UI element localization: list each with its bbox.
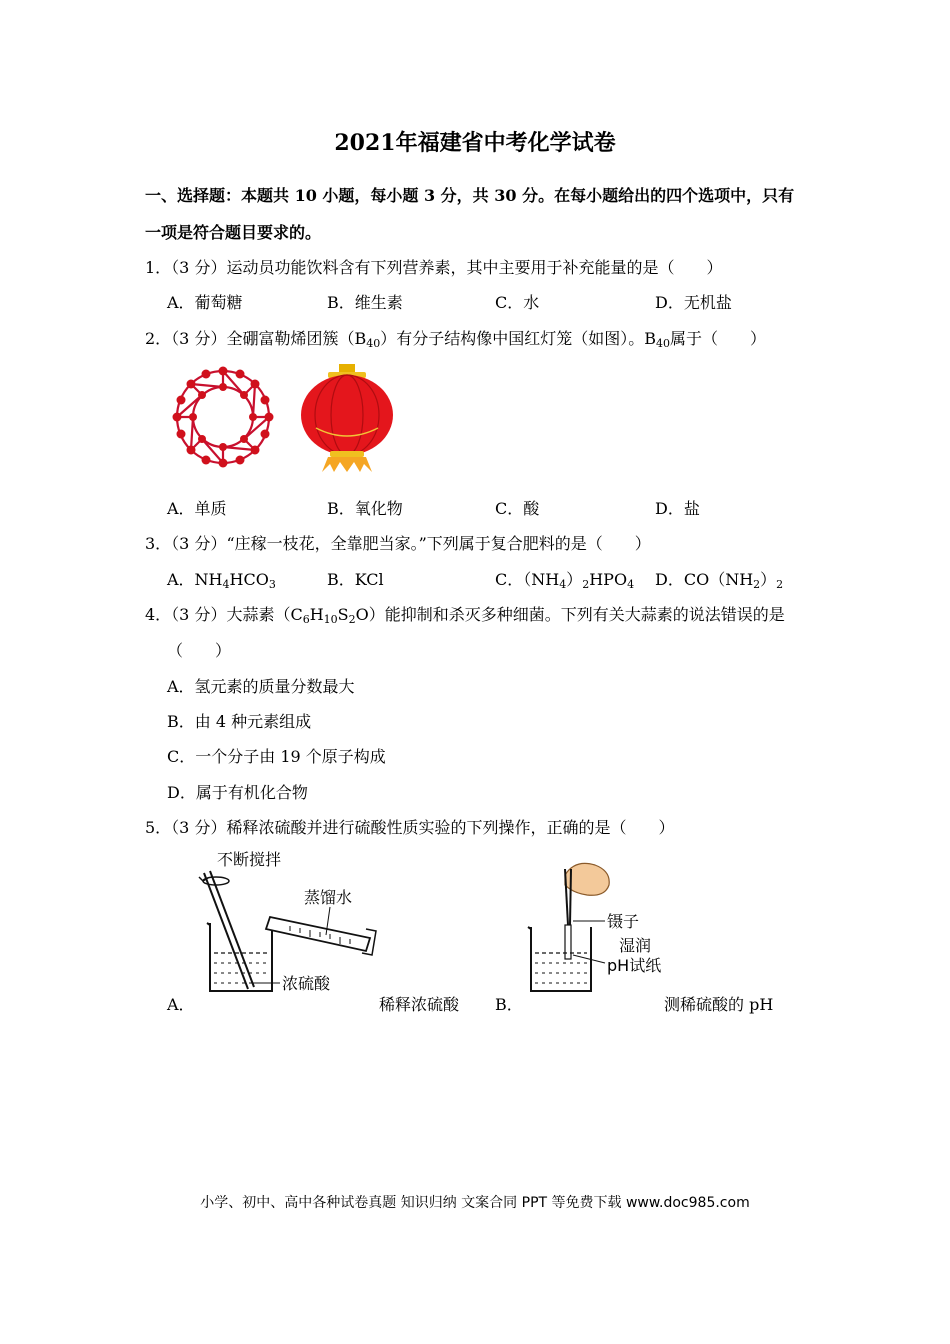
question-3-stem: 3．（3 分）“庄稼一枝花，全靠肥当家。”下列属于复合肥料的是（ ）: [145, 534, 651, 553]
section-heading-line1: 一、选择题：本题共 10 小题，每小题 3 分，共 30 分。在每小题给出的四个选项中，只有: [145, 186, 795, 205]
svg-text:湿润: 湿润: [619, 936, 652, 955]
section-heading-line2: 一项是符合题目要求的。: [145, 223, 322, 242]
boron-fullerene-image: [168, 362, 278, 472]
question-5-stem: 5．（3 分）稀释浓硫酸并进行硫酸性质实验的下列操作，正确的是（ ）: [145, 818, 675, 837]
question-4-option-b: B．由 4 种元素组成: [167, 712, 312, 731]
question-4-option-a: A．氢元素的质量分数最大: [167, 677, 355, 696]
svg-text:蒸馏水: 蒸馏水: [304, 888, 353, 907]
question-1-option-c: C．水: [495, 293, 540, 312]
question-2-option-c: C．酸: [495, 499, 540, 518]
question-2-option-b: B．氧化物: [327, 499, 403, 518]
question-1-option-d: D．无机盐: [655, 293, 732, 312]
question-3-option-b: B．KCl: [327, 570, 384, 589]
question-1-option-a: A．葡萄糖: [167, 293, 243, 312]
question-3-option-d: D．$CO(NH_2)_2$: [655, 570, 784, 591]
question-4-option-c: C．一个分子由 19 个原子构成: [167, 747, 386, 766]
question-4-option-d: D．属于有机化合物: [167, 783, 308, 802]
svg-text:不断搅拌: 不断搅拌: [217, 850, 282, 869]
question-3-option-c: C．$(NH_4)_2HPO_4$: [495, 570, 635, 591]
question-3-option-a: A．$NH_4HCO_3$: [167, 570, 276, 591]
svg-text:浓硫酸: 浓硫酸: [282, 974, 331, 993]
dilute-acid-figure: [190, 843, 385, 998]
question-1-stem: 1．（3 分）运动员功能饮料含有下列营养素，其中主要用于补充能量的是（ ）: [145, 258, 723, 277]
question-2-option-d: D．盐: [655, 499, 700, 518]
question-5-option-b-label: B．: [495, 995, 523, 1014]
question-2-option-a: A．单质: [167, 499, 227, 518]
page-title: 2021年福建省中考化学试卷: [334, 130, 616, 156]
question-4-stem: 4．（3 分）大蒜素$(C_6H_{10}S_2O)$能抑制和杀灭多种细菌。下列有关大蒜素的说法错误的是: [145, 605, 785, 626]
measure-ph-figure: [525, 855, 670, 1000]
question-1-option-b: B．维生素: [327, 293, 403, 312]
red-lantern-image: [298, 360, 396, 472]
page-footer: 小学、初中、高中各种试卷真题 知识归纳 文案合同 PPT 等免费下载 www.doc985.com: [200, 1195, 750, 1211]
question-5-option-a-caption: 稀释浓硫酸: [379, 995, 460, 1014]
svg-text:pH试纸: pH试纸: [607, 956, 662, 975]
question-5-option-b-caption: 测稀硫酸的 pH: [664, 995, 774, 1014]
question-2-stem: 2．（3 分）全硼富勒烯团簇$(B_{40})$有分子结构像中国红灯笼（如图）。$B_{40}$属于（ ）: [145, 329, 766, 350]
question-4-answer-paren: （ ）: [167, 641, 232, 660]
svg-text:镊子: 镊子: [607, 912, 640, 931]
question-5-option-a-label: A．: [167, 995, 195, 1014]
